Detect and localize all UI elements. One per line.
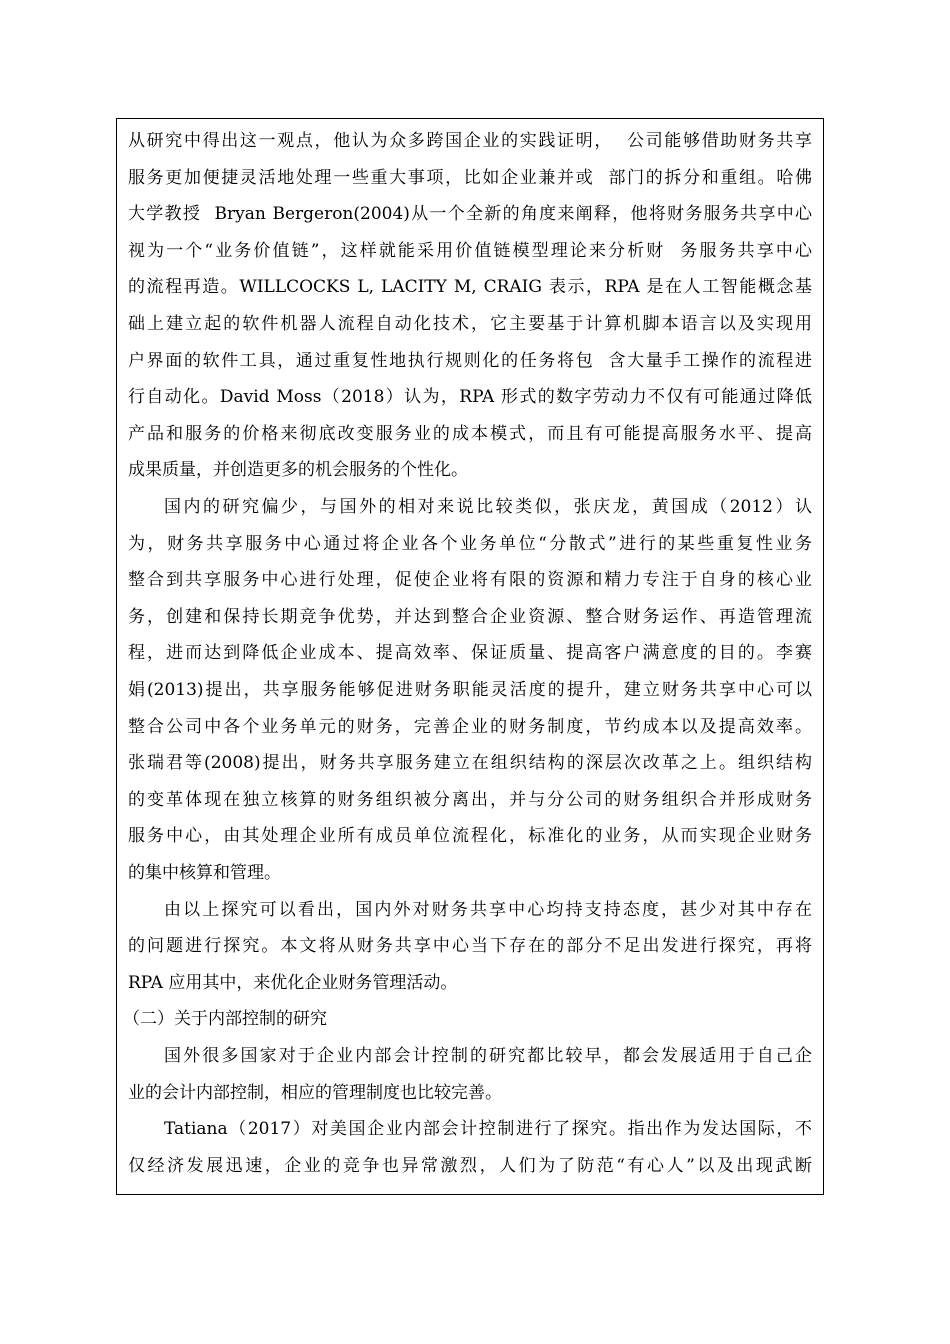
text-line: 产品和服务的价格来彻底改变服务业的成本模式，而且有可能提高服务水平、提高 [128, 423, 812, 444]
text-line: 娟(2013)提出，共享服务能够促进财务职能灵活度的提升，建立财务共享中心可以 [128, 680, 812, 700]
text-line: 服务中心，由其处理企业所有成员单位流程化，标准化的业务，从而实现企业财务 [128, 826, 812, 847]
text-line: 大学教授 Bryan Bergeron(2004)从一个全新的角度来阐释，他将财务服务共享中心 [128, 204, 812, 225]
text-line: 的问题进行探究。本文将从财务共享中心当下存在的部分不足出发进行探究，再将 [128, 936, 812, 957]
text-line: 户界面的软件工具，通过重复性地执行规则化的任务将包 含大量手工操作的流程进 [128, 350, 812, 371]
text-line: 成果质量，并创造更多的机会服务的个性化。 [128, 460, 468, 481]
text-line: 视为一个“业务价值链”，这样就能采用价值链模型理论来分析财 务服务共享中心 [128, 240, 812, 261]
text-line: 国内的研究偏少，与国外的相对来说比较类似，张庆龙，黄国成（2012）认 [164, 497, 812, 517]
text-line: 的变革体现在独立核算的财务组织被分离出，并与分公司的财务组织合并形成财务 [128, 789, 812, 810]
text-line: 础上建立起的软件机器人流程自动化技术，它主要基于计算机脚本语言以及实现用 [128, 314, 812, 334]
text-line: 务，创建和保持长期竞争优势，并达到整合企业资源、整合财务运作、再造管理流 [128, 606, 812, 627]
text-line: 服务更加便捷灵活地处理一些重大事项，比如企业兼并或 部门的拆分和重组。哈佛 [128, 167, 812, 188]
text-line: 由以上探究可以看出，国内外对财务共享中心均持支持态度，甚少对其中存在 [164, 899, 812, 920]
text-line: 为，财务共享服务中心通过将企业各个业务单位“分散式”进行的某些重复性业务 [128, 533, 812, 554]
text-line: 仅经济发展迅速，企业的竞争也异常激烈，人们为了防范“有心人”以及出现武断 [128, 1155, 812, 1176]
text-line: 张瑞君等(2008)提出，财务共享服务建立在组织结构的深层次改革之上。组织结构 [128, 753, 812, 774]
text-line: 的集中核算和管理。 [128, 863, 281, 883]
text-line: 整合到共享服务中心进行处理，促使企业将有限的资源和精力专注于自身的核心业 [128, 570, 812, 591]
text-line: 程，进而达到降低企业成本、提高效率、保证质量、提高客户满意度的目的。李赛 [128, 643, 812, 664]
document-text-frame [116, 118, 824, 1195]
text-line: RPA 应用其中，来优化企业财务管理活动。 [128, 972, 458, 993]
text-line: 整合公司中各个业务单元的财务，完善企业的财务制度，节约成本以及提高效率。 [128, 716, 812, 737]
text-line: 业的会计内部控制，相应的管理制度也比较完善。 [128, 1082, 502, 1103]
text-line: 行自动化。David Moss（2018）认为，RPA 形式的数字劳动力不仅有可能通过降低 [128, 387, 812, 408]
text-line: 国外很多国家对于企业内部会计控制的研究都比较早，都会发展适用于自己企 [164, 1046, 812, 1066]
text-line: 从研究中得出这一观点，他认为众多跨国企业的实践证明， 公司能够借助财务共享 [128, 131, 812, 151]
section-heading: （二）关于内部控制的研究 [123, 1009, 327, 1030]
text-line: Tatiana（2017）对美国企业内部会计控制进行了探究。指出作为发达国际，不 [164, 1119, 812, 1140]
text-line: 的流程再造。WILLCOCKS L, LACITY M, CRAIG 表示，RPA 是在人工智能概念基 [128, 277, 812, 298]
